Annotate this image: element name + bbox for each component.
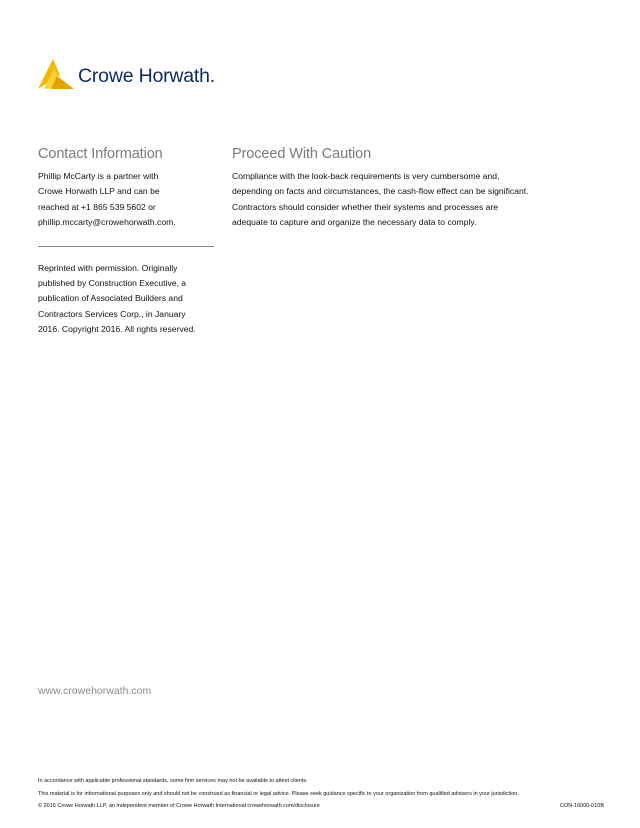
- left-column: [38, 146, 216, 338]
- right-column: [232, 146, 602, 231]
- contact-heading: Contact Information: [38, 146, 163, 162]
- footer-copyright-row: [38, 803, 604, 809]
- logo-wordmark: Crowe Horwath.: [78, 64, 215, 87]
- footer-copyright: © 2016 Crowe Horwath LLP, an independent member of Crowe Horwath International crowehorwath.com/disclosure: [38, 803, 320, 809]
- footer-doc-code: CON-16000-010B: [559, 803, 604, 809]
- caution-text: Compliance with the look-back requirements is very cumbersome and, depending on facts and circumstances, the cash-flow effect can be significant. Contractors should consider whether their systems and processes are adequate to capture and organize the necessary data to comply.: [232, 171, 529, 228]
- crowe-logo-mark-icon: [38, 57, 74, 91]
- divider: [38, 246, 214, 247]
- reprint-notice: Reprinted with permission. Originally published by Construction Executive, a publication of Associated Builders and Contractors Services Corp., in January 2016. Copyright 2016. All rights reserved.: [38, 262, 196, 335]
- website-link[interactable]: www.crowehorwath.com: [38, 685, 152, 697]
- footer-disclaimer: This material is for informational purposes only and should not be construed as financial or legal advice. Please seek guidance specific to your organization from qualified advisers in your jurisdiction.: [38, 791, 519, 797]
- contact-text: Phillip McCarty is a partner with Crowe Horwath LLP and can be reached at +1 865 539 5602 or phillip.mccarty@crowehorwath.com.: [38, 171, 176, 228]
- caution-heading: Proceed With Caution: [232, 146, 372, 162]
- footer-attest-notice: In accordance with applicable professional standards, some firm services may not be available to attest clients.: [38, 778, 308, 784]
- crowe-horwath-logo: [38, 57, 215, 91]
- contact-email: phillip.mccarty@crowehorwath.com.: [38, 217, 176, 228]
